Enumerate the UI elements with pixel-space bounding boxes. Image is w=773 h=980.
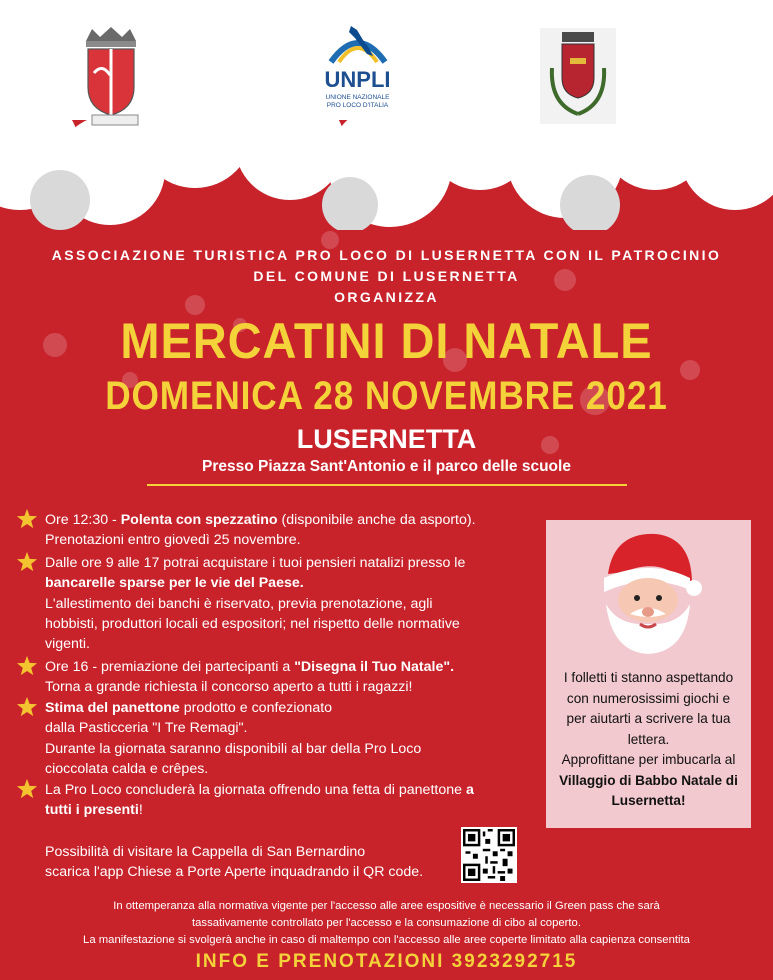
program-4-line-3: Durante la giornata saranno disponibili al bar della Pro Loco xyxy=(45,740,422,757)
star-icon xyxy=(16,508,38,530)
santa-line-5: Approfittane per imbucarla al xyxy=(561,752,736,767)
unpli-subtitle-1: UNIONE NAZIONALE xyxy=(325,94,390,101)
chapel-line-1: Possibilità di visitare la Cappella di San Bernardino xyxy=(45,844,366,860)
program-2-line-2: bancarelle sparse per le vie del Paese. xyxy=(45,575,304,592)
santa-claus-icon xyxy=(594,528,704,658)
footer-line-1: In ottemperanza alla normativa vigente per l'accesso alle aree espositive è necessario il Green pass che sarà xyxy=(113,900,660,912)
event-date: DOMENICA 28 NOVEMBRE 2021 xyxy=(105,374,668,418)
organizer-line-2: DEL COMUNE DI LUSERNETTA xyxy=(253,268,520,284)
footer-line-2: tassativamente controllato per l'accesso e la consumazione di cibo al coperto. xyxy=(192,917,581,929)
program-1-dish: Polenta con spezzatino xyxy=(120,512,278,528)
santa-line-1: I folletti ti stanno aspettando xyxy=(563,670,734,685)
santa-box-text xyxy=(546,668,751,812)
venue-underline xyxy=(147,484,627,486)
program-2-line-3: L'allestimento dei banchi è riservato, previa prenotazione, agli xyxy=(45,595,433,612)
santa-line-3: per aiutarti a scrivere la tua xyxy=(566,711,731,726)
star-icon xyxy=(16,655,38,677)
program-4-line-4: cioccolata calda e crêpes. xyxy=(45,760,209,777)
program-3-contest: "Disegna il Tuo Natale". xyxy=(294,659,455,675)
program-1-time: Ore 12:30 - xyxy=(45,512,121,528)
program-1-booking: Prenotazioni entro giovedì 25 novembre. xyxy=(45,532,301,549)
santa-village-box xyxy=(546,520,751,828)
event-title: MERCATINI DI NATALE xyxy=(120,313,653,369)
program-4-line-2: dalla Pasticceria "I Tre Remagi". xyxy=(45,720,248,737)
program-4-line-1: prodotto e confezionato xyxy=(179,700,333,716)
lusernetta-coat-of-arms-icon xyxy=(80,25,142,129)
program-2-line-5: vigenti. xyxy=(45,636,90,653)
qr-code-icon[interactable] xyxy=(461,827,517,883)
star-icon xyxy=(16,696,38,718)
program-5-line-1: La Pro Loco concluderà la giornata offrendo una fetta di panettone xyxy=(45,782,466,798)
program-5-bold-line-2: tutti i presenti xyxy=(45,802,139,819)
program-4-title: Stima del panettone xyxy=(45,700,180,716)
chapel-line-2: scarica l'app Chiese a Porte Aperte inquadrando il QR code. xyxy=(45,864,424,881)
program-2-line-4: hobbisti, produttori locali ed espositori; nel rispetto delle normative xyxy=(45,615,460,632)
program-1-note: (disponibile anche da asporto). xyxy=(277,512,476,528)
unpli-italy-map-icon xyxy=(323,22,393,67)
program-5-bold-a: a xyxy=(465,782,474,798)
program-2-line-1: Dalle ore 9 alle 17 potrai acquistare i tuoi pensieri natalizi presso le xyxy=(45,555,466,571)
unpli-name: UNPLI xyxy=(324,67,391,92)
footer-line-3: La manifestazione si svolgerà anche in caso di maltempo con l'accesso alle aree coperte limitato alla capienza consentita xyxy=(83,934,690,946)
santa-line-7: Lusernetta! xyxy=(611,793,686,808)
event-venue: Presso Piazza Sant'Antonio e il parco delle scuole xyxy=(202,458,571,475)
event-town: LUSERNETTA xyxy=(296,424,477,454)
info-phone[interactable]: INFO E PRENOTAZIONI 3923292715 xyxy=(195,951,578,972)
organizer-line-1: ASSOCIAZIONE TURISTICA PRO LOCO DI LUSERNETTA CON IL PATROCINIO xyxy=(51,247,722,263)
star-icon xyxy=(16,551,38,573)
unpli-subtitle-2: PRO LOCO D'ITALIA xyxy=(326,102,389,109)
program-3-line-2: Torna a grande richiesta il concorso aperto a tutti i ragazzi! xyxy=(45,679,413,696)
unpli-logo xyxy=(305,22,410,114)
municipal-coat-of-arms-icon xyxy=(540,28,616,124)
santa-line-4: lettera. xyxy=(627,731,670,747)
santa-line-2: con numerosissimi giochi e xyxy=(566,690,731,706)
chapel-info xyxy=(45,842,465,883)
santa-line-6: Villaggio di Babbo Natale di xyxy=(559,772,738,788)
star-icon xyxy=(16,778,38,800)
program-5-exclamation: ! xyxy=(138,802,143,819)
program-3-line-1: Ore 16 - premiazione dei partecipanti a xyxy=(45,659,295,675)
organizer-line-3: ORGANIZZA xyxy=(334,289,439,305)
